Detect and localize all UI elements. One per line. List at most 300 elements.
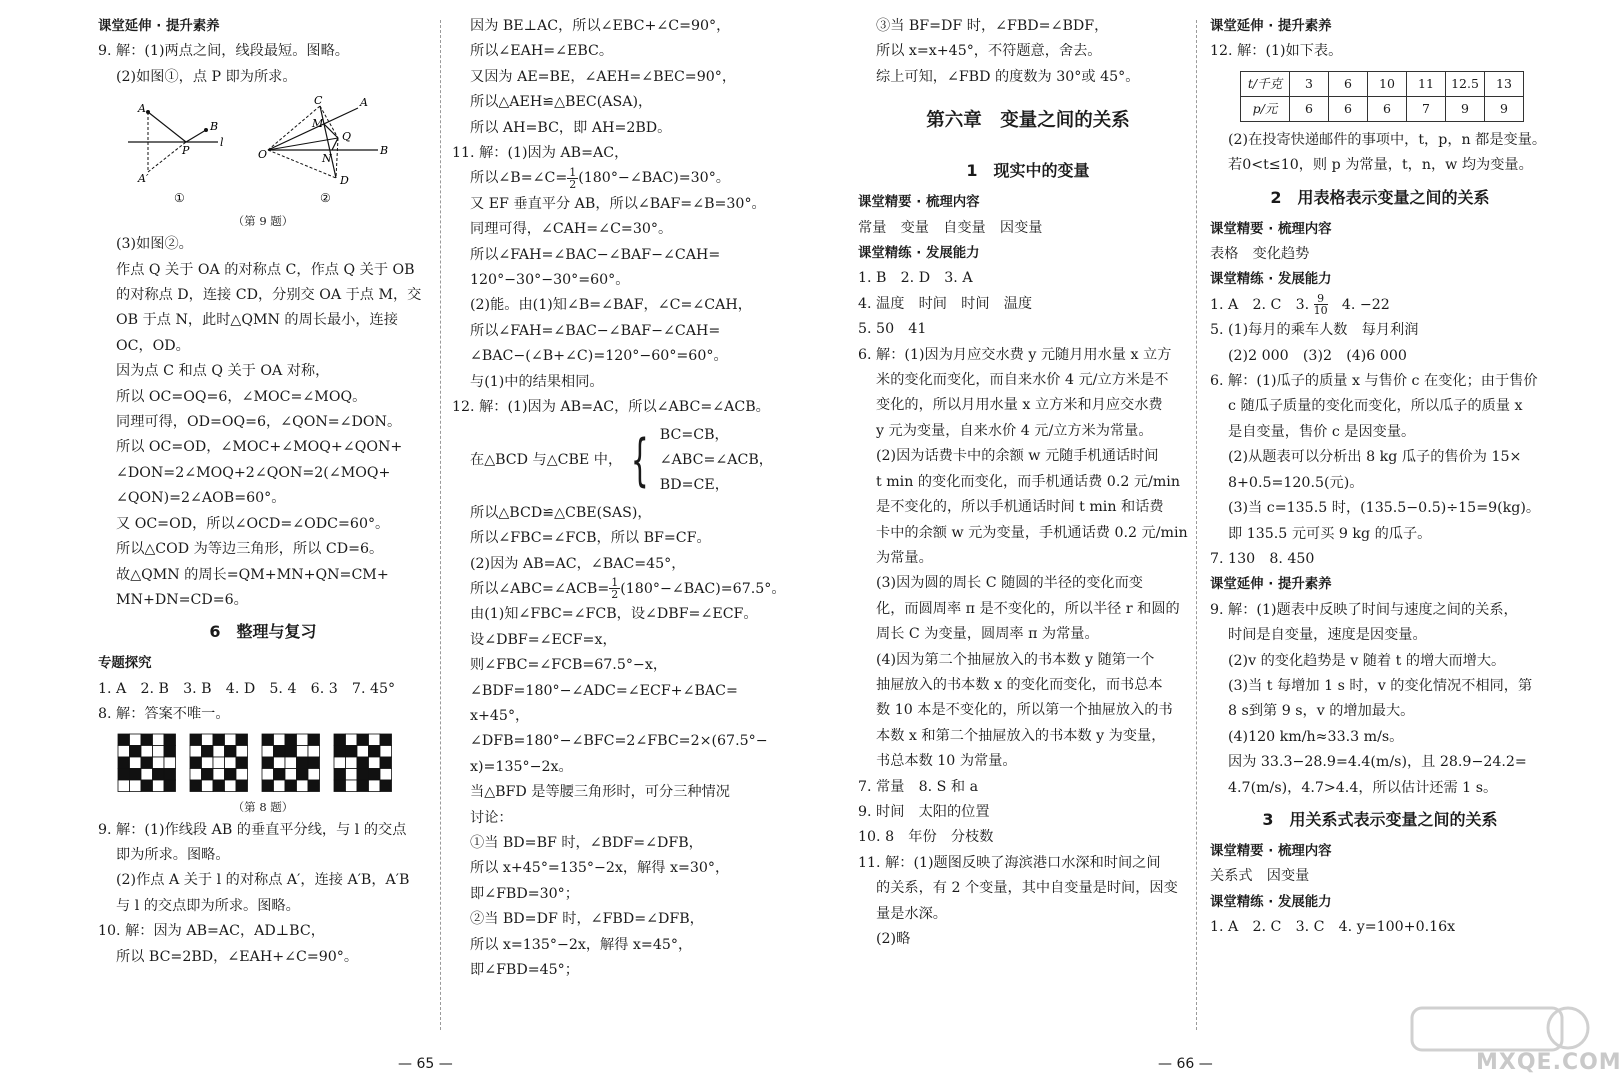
text-line: 表格 变化趋势 <box>1210 246 1310 263</box>
text-line: MN+DN=CD=6。 <box>116 591 248 608</box>
checker-cell <box>213 734 225 746</box>
text-line: 综上可知，∠FBD 的度数为 30°或 45°。 <box>876 68 1140 85</box>
checker-cell <box>202 757 214 769</box>
text-line: (4)因为第二个抽屉放入的书本数 y 随第一个 <box>876 651 1155 668</box>
text-line: 本数 x 和第二个抽屉放入的书本数 y 为变量， <box>876 727 1166 744</box>
checker-cell <box>164 780 176 792</box>
text-line: 常量 变量 自变量 因变量 <box>858 219 1043 236</box>
text-line: 7. 130 8. 450 <box>1210 550 1315 567</box>
checker-cell <box>190 757 202 769</box>
checker-cell <box>141 745 153 757</box>
text-line: 即 135.5 元可买 9 kg 的瓜子。 <box>1228 525 1432 542</box>
fig-label-p: P <box>182 144 190 158</box>
text-line: 则∠FBC=∠FCB=67.5°−x， <box>470 657 668 674</box>
checker-cell <box>308 734 320 746</box>
text-line: (2)在投寄快递邮件的事项中，t，p，n 都是变量。 <box>1228 131 1547 148</box>
checker-cell <box>274 780 286 792</box>
section-heading: 课堂精练 · 发展能力 <box>1210 272 1332 288</box>
checker-cell <box>202 745 214 757</box>
checker-cell <box>118 768 130 780</box>
fig-label-one: ① <box>174 191 185 206</box>
checker-cell <box>262 745 274 757</box>
checker-cell <box>308 757 320 769</box>
table-cell: 11 <box>1407 71 1446 96</box>
c3-block-b <box>858 190 1198 952</box>
table-cell: 12.5 <box>1446 71 1485 96</box>
checkerboard-1 <box>118 734 176 792</box>
text-line: 作点 Q 关于 OA 的对称点 C，作点 Q 关于 OB <box>116 261 415 278</box>
checker-cell <box>141 734 153 746</box>
text-line: 所以∠EAH=∠EBC。 <box>470 43 614 60</box>
c4-frac-line: 1. A 2. C 3. $\frac{9}{10}$ 4. −22 <box>1210 292 1390 318</box>
c2-block-d <box>452 602 792 983</box>
checker-cell <box>308 780 320 792</box>
text-line: 12. 解：(1)如下表。 <box>1210 43 1343 60</box>
text-line: (3)当 t 每增加 1 s 时，v 的变化情况不相同，第 <box>1228 677 1533 694</box>
text-line: 所以 OC=OQ=6，∠MOC=∠MOQ。 <box>116 388 367 405</box>
c2-block-b <box>452 192 792 421</box>
text-line: 6. 解：(1)瓜子的质量 x 与售价 c 在变化；由于售价 <box>1210 373 1538 390</box>
fig-label-a: A <box>138 102 146 116</box>
checker-cell <box>118 780 130 792</box>
checker-cell <box>213 757 225 769</box>
text-line: (3)如图②。 <box>116 236 193 253</box>
text-line: 抽屉放入的书本数 x 的变化而变化，而书总本 <box>876 676 1163 693</box>
checkerboard-3 <box>262 734 320 792</box>
text-line: 所以 BC=2BD，∠EAH+∠C=90°。 <box>116 948 359 965</box>
text-line: 又 OC=OD，所以∠OCD=∠ODC=60°。 <box>116 515 390 532</box>
checker-cell <box>369 757 381 769</box>
fig-label-o: O <box>258 148 268 162</box>
text-line: 1. B 2. D 3. A <box>858 270 973 287</box>
checker-cell <box>369 734 381 746</box>
fraction-half: $\frac{1}{2}$ <box>569 165 577 191</box>
text-line: 5. (1)每月的乘车人数 每月利润 <box>1210 322 1419 339</box>
fraction-half-2: $\frac{1}{2}$ <box>611 576 619 602</box>
checker-cell <box>297 734 309 746</box>
checker-cell <box>297 780 309 792</box>
table-cell: 6 <box>1290 96 1329 121</box>
text-line: x)=135°−2x。 <box>470 758 573 775</box>
checker-cell <box>202 768 214 780</box>
column-3 <box>858 14 1198 952</box>
column-divider-right <box>1196 20 1197 1030</box>
text-line: 11. 解：(1)题图反映了海滨港口水深和时间之间 <box>858 854 1161 871</box>
checker-cell <box>236 757 248 769</box>
text-line: 为常量。 <box>876 549 933 566</box>
checker-cell <box>334 780 346 792</box>
c3-block-a <box>858 14 1198 90</box>
text-line: 所以 x=x+45°，不符题意，舍去。 <box>876 43 1102 60</box>
text-line: 即∠FBD=30°； <box>470 885 579 902</box>
section-heading: 课堂精练 · 发展能力 <box>858 246 980 262</box>
checker-cell <box>357 780 369 792</box>
checker-cell <box>262 780 274 792</box>
checker-cell <box>153 757 165 769</box>
checker-cell <box>380 757 392 769</box>
text-line: 4. 温度 时间 时间 温度 <box>858 295 1033 312</box>
checker-cell <box>118 745 130 757</box>
checker-cell <box>190 745 202 757</box>
text-line: 所以 x=135°−2x，解得 x=45°， <box>470 936 693 953</box>
text-line: 因为 33.3−28.9=4.4(m/s)，且 28.9−24.2= <box>1228 754 1527 771</box>
checker-cell <box>236 734 248 746</box>
checkerboard-4 <box>334 734 392 792</box>
text-line: 10. 解：因为 AB=AC，AD⊥BC， <box>98 923 325 940</box>
text-line: (3)当 c=135.5 时，(135.5−0.5)÷15=9(kg)。 <box>1228 500 1541 517</box>
text-line: 是不变化的，所以手机通话时间 t min 和话费 <box>876 499 1164 516</box>
checker-cell <box>236 745 248 757</box>
checker-cell <box>213 780 225 792</box>
text-line: 所以△COD 为等边三角形，所以 CD=6。 <box>116 541 384 558</box>
text-line: (2)如图①，点 P 即为所求。 <box>116 68 297 85</box>
checker-cell <box>346 780 358 792</box>
checker-cell <box>262 757 274 769</box>
checker-cell <box>130 745 142 757</box>
checker-cell <box>285 734 297 746</box>
text-line: 卡中的余额 w 元为变量，手机通话费 0.2 元/min <box>876 524 1188 541</box>
section-heading: 课堂延伸 · 提升素养 <box>1210 19 1332 34</box>
text-line: 同理可得，∠CAH=∠C=30°。 <box>470 221 673 238</box>
checker-cell <box>164 745 176 757</box>
checker-cell <box>369 780 381 792</box>
checker-cell <box>346 768 358 780</box>
text-line: 11. 解：(1)因为 AB=AC， <box>452 145 629 162</box>
text-line: 所以△BCD≌△CBE(SAS)， <box>470 504 652 521</box>
fig9-caption: （第 9 题） <box>232 214 294 229</box>
value-table <box>1240 71 1524 122</box>
text-line: 周长 C 为变量，圆周率 π 为常量。 <box>876 626 1099 643</box>
text-line: 5. 50 41 <box>858 321 927 338</box>
text-line: y 元为变量，自来水价 4 元/立方米为常量。 <box>876 422 1153 439</box>
c2-brace-system: 在△BCD 与△CBE 中， { BC=CB， ∠ABC=∠ACB， BD=CE， <box>452 423 792 499</box>
text-line: 120°−30°−30°=60°。 <box>470 272 630 289</box>
text-line: 又 EF 垂直平分 AB，所以∠BAF=∠B=30°。 <box>470 195 766 212</box>
text-line: 1. A 2. B 3. B 4. D 5. 4 6. 3 7. 45° <box>98 680 396 697</box>
text-line: 7. 常量 8. S 和 a <box>858 778 979 795</box>
text-line: (3)因为圆的周长 C 随圆的半径的变化而变 <box>876 575 1143 592</box>
checker-cell <box>357 757 369 769</box>
checker-cell <box>334 768 346 780</box>
text-line: 故△QMN 的周长=QM+MN+QN=CM+ <box>116 566 389 583</box>
text-line: 由(1)知∠FBC=∠FCB，设∠DBF=∠ECF。 <box>470 606 758 623</box>
page-number-left: — 65 — <box>398 1056 453 1072</box>
checker-cell <box>202 734 214 746</box>
checker-cell <box>153 768 165 780</box>
checker-cell <box>141 768 153 780</box>
checker-cell <box>297 745 309 757</box>
section-6-title: 6 整理与复习 <box>209 622 317 642</box>
text-line: 即∠FBD=45°； <box>470 962 579 979</box>
text-line: OC，OD。 <box>116 337 190 354</box>
fig-label-a-prime: A′ <box>138 172 149 186</box>
text-line: (4)120 km/h≈33.3 m/s。 <box>1228 728 1404 745</box>
chapter-6-title: 第六章 变量之间的关系 <box>926 110 1130 132</box>
fig-label-b2: B <box>380 144 389 158</box>
text-line: 是自变量，售价 c 是因变量。 <box>1228 423 1416 440</box>
text-line: (2)v 的变化趋势是 v 随着 t 的增大而增大。 <box>1228 652 1506 669</box>
c1-block-c <box>98 651 428 727</box>
section-heading: 课堂精要 · 梳理内容 <box>858 195 980 211</box>
checker-cell <box>225 734 237 746</box>
checker-cell <box>153 780 165 792</box>
checker-cell <box>262 768 274 780</box>
text-line: (2)因为 AB=AC，∠BAC=45°， <box>470 555 686 572</box>
checker-cell <box>274 757 286 769</box>
text-line: 所以 OC=OD，∠MOC+∠MOQ+∠QON+ <box>116 439 403 456</box>
figure-8-checkerboards <box>98 732 418 792</box>
fig-label-n: N <box>322 152 332 166</box>
table-cell: 6 <box>1329 71 1368 96</box>
checker-cell <box>164 768 176 780</box>
section-heading: 课堂精练 · 发展能力 <box>1210 894 1332 910</box>
text-line: 8 s到第 9 s，v 的增加最大。 <box>1228 703 1415 720</box>
checker-cell <box>236 780 248 792</box>
checker-cell <box>297 757 309 769</box>
text-line: 量是水深。 <box>876 905 947 922</box>
checker-cell <box>380 768 392 780</box>
text-line: 因为 BE⊥AC，所以∠EBC+∠C=90°， <box>470 18 731 34</box>
text-line: 8. 解：答案不唯一。 <box>98 706 230 723</box>
c2-block-c <box>452 501 792 577</box>
table-cell: 9 <box>1485 96 1524 121</box>
text-line: ①当 BD=BF 时，∠BDF=∠DFB， <box>470 835 703 851</box>
text-line: ③当 BF=DF 时，∠FBD=∠BDF， <box>876 18 1109 34</box>
checker-cell <box>380 734 392 746</box>
checker-cell <box>369 768 381 780</box>
text-line: 米的变化而变化，而自来水价 4 元/立方米是不 <box>876 372 1169 389</box>
brace-line-2: ∠ABC=∠ACB， <box>659 451 773 468</box>
checker-cell <box>164 757 176 769</box>
text-line: OB 于点 N，此时△QMN 的周长最小，连接 <box>116 312 398 329</box>
checker-cell <box>130 757 142 769</box>
section-1-title: 1 现实中的变量 <box>966 161 1090 181</box>
text-line: ∠DFB=180°−∠BFC=2∠FBC=2×(67.5°− <box>470 733 768 750</box>
checker-cell <box>334 757 346 769</box>
text-line: 又因为 AE=BE，∠AEH=∠BEC=90°， <box>470 68 737 85</box>
table-cell: 7 <box>1407 96 1446 121</box>
text-line: 所以∠FAH=∠BAC−∠BAF−∠CAH= <box>470 246 721 263</box>
column-1 <box>98 14 428 970</box>
table-cell: 10 <box>1368 71 1407 96</box>
text-line: (2)2 000 (3)2 (4)6 000 <box>1228 347 1407 364</box>
table-cell: 6 <box>1368 96 1407 121</box>
text-line: 若0<t≤10，则 p 为常量，t，n，w 均为变量。 <box>1228 157 1533 174</box>
section-heading: 课堂延伸 · 提升素养 <box>98 19 220 34</box>
table-cell: 13 <box>1485 71 1524 96</box>
text-line: ②当 BD=DF 时，∠FBD=∠DFB， <box>470 911 704 928</box>
c1-block-b <box>98 232 428 613</box>
text-line: 9. 解：(1)题表中反映了时间与速度之间的关系， <box>1210 601 1518 618</box>
text-line: ∠BDF=180°−∠ADC=∠ECF+∠BAC= <box>470 682 738 699</box>
checker-cell <box>297 768 309 780</box>
text-line: x+45°， <box>470 707 530 724</box>
text-line: (2)略 <box>876 931 911 947</box>
checker-cell <box>130 780 142 792</box>
section-3-title: 3 用关系式表示变量之间的关系 <box>1262 809 1498 829</box>
checker-cell <box>274 768 286 780</box>
table-head-p: p/元 <box>1241 96 1290 121</box>
text-line: 关系式 因变量 <box>1210 868 1310 885</box>
checker-cell <box>153 745 165 757</box>
fig-label-q: Q <box>342 130 352 144</box>
checker-cell <box>285 780 297 792</box>
checker-cell <box>334 734 346 746</box>
checker-cell <box>274 745 286 757</box>
fig-label-m: M <box>312 117 324 131</box>
text-line: 化，而圆周率 π 是不变化的，所以半径 r 和圆的 <box>876 600 1180 617</box>
table-cell: 6 <box>1329 96 1368 121</box>
text-line: (2)从题表可以分析出 8 kg 瓜子的售价为 15× <box>1228 449 1522 466</box>
checker-cell <box>130 768 142 780</box>
table-cell: 3 <box>1290 71 1329 96</box>
checker-cell <box>334 745 346 757</box>
text-line: 所以 x+45°=135°−2x，解得 x=30°， <box>470 860 730 877</box>
fig8-caption: （第 8 题） <box>232 799 294 814</box>
fig-label-b: B <box>210 120 219 134</box>
checker-cell <box>357 734 369 746</box>
brace-line-3: BD=CE， <box>659 477 729 494</box>
checker-cell <box>380 745 392 757</box>
text-line: 12. 解：(1)因为 AB=AC，所以∠ABC=∠ACB。 <box>452 399 770 416</box>
fig-label-two: ② <box>320 191 331 206</box>
text-line: c 随瓜子质量的变化而变化，所以瓜子的质量 x <box>1228 398 1523 415</box>
text-line: 所以 AH=BC，即 AH=2BD。 <box>470 119 672 136</box>
c2-frac-line-1: 所以∠B=∠C= $\frac{1}{2}$ (180°−∠BAC)=30°。 <box>470 165 730 191</box>
text-line: ∠BAC−(∠B+∠C)=120°−60°=60°。 <box>470 348 728 365</box>
text-line: 书总本数 10 为常量。 <box>876 753 1017 770</box>
text-line: ∠QON)=2∠AOB=60°。 <box>116 490 286 507</box>
checker-cell <box>213 745 225 757</box>
text-line: 10. 8 年份 分枝数 <box>858 829 994 846</box>
checker-cell <box>118 757 130 769</box>
checker-cell <box>141 780 153 792</box>
checker-cell <box>118 734 130 746</box>
watermark-text: MXQE.COM <box>1476 1050 1622 1075</box>
checker-cell <box>190 734 202 746</box>
text-line: 因为点 C 和点 Q 关于 OA 对称， <box>116 363 330 380</box>
checker-cell <box>213 768 225 780</box>
text-line: 与(1)中的结果相同。 <box>470 373 604 390</box>
checker-cell <box>369 745 381 757</box>
fig-label-c: C <box>314 94 323 108</box>
checker-cell <box>225 745 237 757</box>
column-2 <box>452 14 792 983</box>
text-line: 9. 时间 太阳的位置 <box>858 803 990 820</box>
c4-block-d <box>1210 318 1550 801</box>
checker-cell <box>236 768 248 780</box>
text-line: 变化的，所以月用水量 x 立方米和月应交水费 <box>876 397 1163 414</box>
section-heading: 课堂精要 · 梳理内容 <box>1210 843 1332 859</box>
section-heading: 课堂延伸 · 提升素养 <box>1210 577 1332 593</box>
c4-block-a <box>1210 14 1550 65</box>
text-line: 所以△AEH≌△BEC(ASA)， <box>470 94 653 111</box>
text-line: 与 l 的交点即为所求。图略。 <box>116 897 300 914</box>
checker-cell <box>274 734 286 746</box>
checker-cell <box>153 734 165 746</box>
checker-cell <box>308 768 320 780</box>
checker-cell <box>308 745 320 757</box>
fraction-nine-tenths: $\frac{9}{10}$ <box>1313 292 1328 318</box>
checker-cell <box>357 745 369 757</box>
text-line: 讨论： <box>470 809 513 826</box>
checker-cell <box>346 757 358 769</box>
text-line: 4.7(m/s)，4.7>4.4，所以估计还需 1 s。 <box>1228 779 1498 796</box>
text-line: 的关系，有 2 个变量，其中自变量是时间，因变 <box>876 880 1178 897</box>
column-4 <box>1210 14 1550 941</box>
checker-cell <box>202 780 214 792</box>
fig-label-d: D <box>340 174 349 188</box>
checker-cell <box>285 757 297 769</box>
checker-cell <box>380 780 392 792</box>
text-line: 6. 解：(1)因为月应交水费 y 元随月用水量 x 立方 <box>858 346 1172 363</box>
checker-cell <box>225 768 237 780</box>
text-line: 9. 解：(1)两点之间，线段最短。图略。 <box>98 43 349 60</box>
fig-label-l: l <box>220 136 224 150</box>
text-line: 8+0.5=120.5(元)。 <box>1228 474 1364 491</box>
column-divider-left <box>440 20 441 1030</box>
checker-cell <box>285 768 297 780</box>
c4-block-c <box>1210 217 1550 293</box>
text-line: 数 10 本是不变化的，所以第一个抽屉放入的书 <box>876 702 1173 719</box>
brace-line-1: BC=CB， <box>659 426 729 443</box>
c2-frac-line-2: 所以∠ABC=∠ACB= $\frac{1}{2}$ (180°−∠BAC)=67.5°。 <box>470 576 786 602</box>
checker-cell <box>190 768 202 780</box>
table-row <box>1241 96 1524 121</box>
checker-cell <box>346 734 358 746</box>
c1-block-a <box>98 14 428 90</box>
text-line: 的对称点 D，连接 CD，分别交 OA 于点 M，交 <box>116 287 422 304</box>
text-line: 时间是自变量，速度是因变量。 <box>1228 627 1427 644</box>
table-head-t: t/千克 <box>1241 71 1290 96</box>
checker-cell <box>164 734 176 746</box>
text-line: (2)因为话费卡中的余额 w 元随手机通话时间 <box>876 448 1159 465</box>
c1-block-d <box>98 818 428 970</box>
checker-cell <box>346 745 358 757</box>
checker-cell <box>141 757 153 769</box>
c2-block-a <box>452 14 792 166</box>
checker-cell <box>130 734 142 746</box>
checker-cell <box>225 780 237 792</box>
text-line: 当△BFD 是等腰三角形时，可分三种情况 <box>470 784 730 801</box>
text-line: 同理可得，OD=OQ=6，∠QON=∠DON。 <box>116 414 402 431</box>
figure-9 <box>98 94 398 206</box>
checker-cell <box>357 768 369 780</box>
checker-cell <box>190 780 202 792</box>
text-line: t min 的变化而变化，而手机通话费 0.2 元/min <box>876 473 1180 490</box>
section-2-title: 2 用表格表示变量之间的关系 <box>1270 187 1490 207</box>
text-line: (2)能。由(1)知∠B=∠BAF，∠C=∠CAH， <box>470 297 752 314</box>
section-heading: 专题探究 <box>98 656 152 672</box>
checkerboard-2 <box>190 734 248 792</box>
table-cell: 9 <box>1446 96 1485 121</box>
text-line: (2)作点 A 关于 l 的对称点 A′，连接 A′B，A′B <box>116 872 410 889</box>
table-row <box>1241 71 1524 96</box>
text-line: 设∠DBF=∠ECF=x， <box>470 631 617 648</box>
text-line: 所以∠FBC=∠FCB，所以 BF=CF。 <box>470 530 711 547</box>
checker-cell <box>225 757 237 769</box>
text-line: 1. A 2. C 3. C 4. y=100+0.16x <box>1210 919 1456 936</box>
page-number-right: — 66 — <box>1158 1056 1213 1072</box>
left-brace-icon: { <box>631 427 649 493</box>
text-line: 所以∠FAH=∠BAC−∠BAF−∠CAH= <box>470 322 721 339</box>
fig-label-a3: A <box>360 96 368 110</box>
section-heading: 课堂精要 · 梳理内容 <box>1210 221 1332 237</box>
c4-block-b <box>1210 128 1550 179</box>
c4-block-e <box>1210 839 1550 941</box>
text-line: 9. 解：(1)作线段 AB 的垂直平分线，与 l 的交点 <box>98 821 407 838</box>
text-line: 即为所求。图略。 <box>116 846 230 863</box>
